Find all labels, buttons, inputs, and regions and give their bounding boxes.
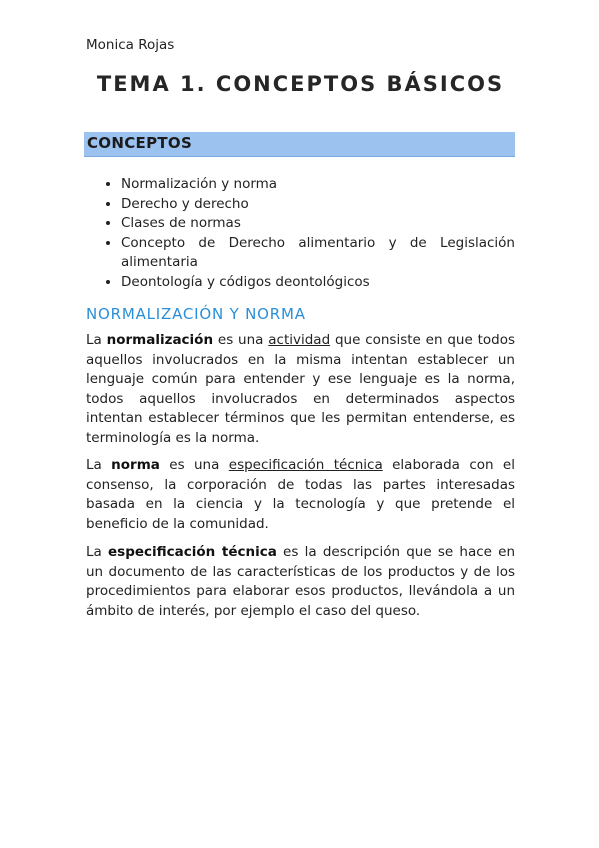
topics-list xyxy=(86,175,515,292)
list-item: • Clases de normas xyxy=(121,214,515,234)
text-span: es la descripción que se hace en un documento de las características de los productos y de los procedimientos para elaborar esos productos, llevándola a un ámbito de interés, por ejemplo el caso del queso. xyxy=(86,544,516,619)
bold-term: norma xyxy=(111,457,160,473)
section-heading-bar xyxy=(84,132,515,157)
text-span: es una xyxy=(159,457,229,473)
text-span: La xyxy=(86,544,108,560)
text-span: La xyxy=(86,457,112,473)
page-title: TEMA 1. CONCEPTOS BÁSICOS xyxy=(96,72,505,96)
subsection-heading: NORMALIZACIÓN Y NORMA xyxy=(86,305,306,323)
text-span: es una xyxy=(213,332,269,348)
text-span: que consiste en que todos aquellos involucrados en la misma intentan establecer un lenguaje común para entender y ese lenguaje es la norma, todos aquellos involucrados en determinados aspectos intentan establecer términos que les permitan entenderse, es terminología es la norma. xyxy=(86,332,515,446)
bold-term: normalización xyxy=(106,332,214,348)
text-span: La xyxy=(86,332,107,348)
list-item: • Derecho y derecho xyxy=(121,195,515,215)
list-item: • Concepto de Derecho alimentario y de Legislación alimentaria xyxy=(121,234,515,273)
text-span: elaborada con el consenso, la corporación de todas las partes interesadas basada en la ciencia y la tecnología y que pretende el beneficio de la comunidad. xyxy=(86,457,515,532)
paragraph-especificacion xyxy=(86,543,515,621)
author-name: Monica Rojas xyxy=(86,37,175,53)
list-item: • Normalización y norma xyxy=(121,175,515,195)
paragraph-normalizacion xyxy=(86,331,515,448)
list-item: • Deontología y códigos deontológicos xyxy=(121,273,515,293)
underlined-term: actividad xyxy=(268,332,331,348)
paragraph-norma xyxy=(86,456,515,534)
underlined-term: especificación técnica xyxy=(228,457,383,473)
section-heading: CONCEPTOS xyxy=(87,134,193,152)
bold-term: especificación técnica xyxy=(108,544,277,560)
